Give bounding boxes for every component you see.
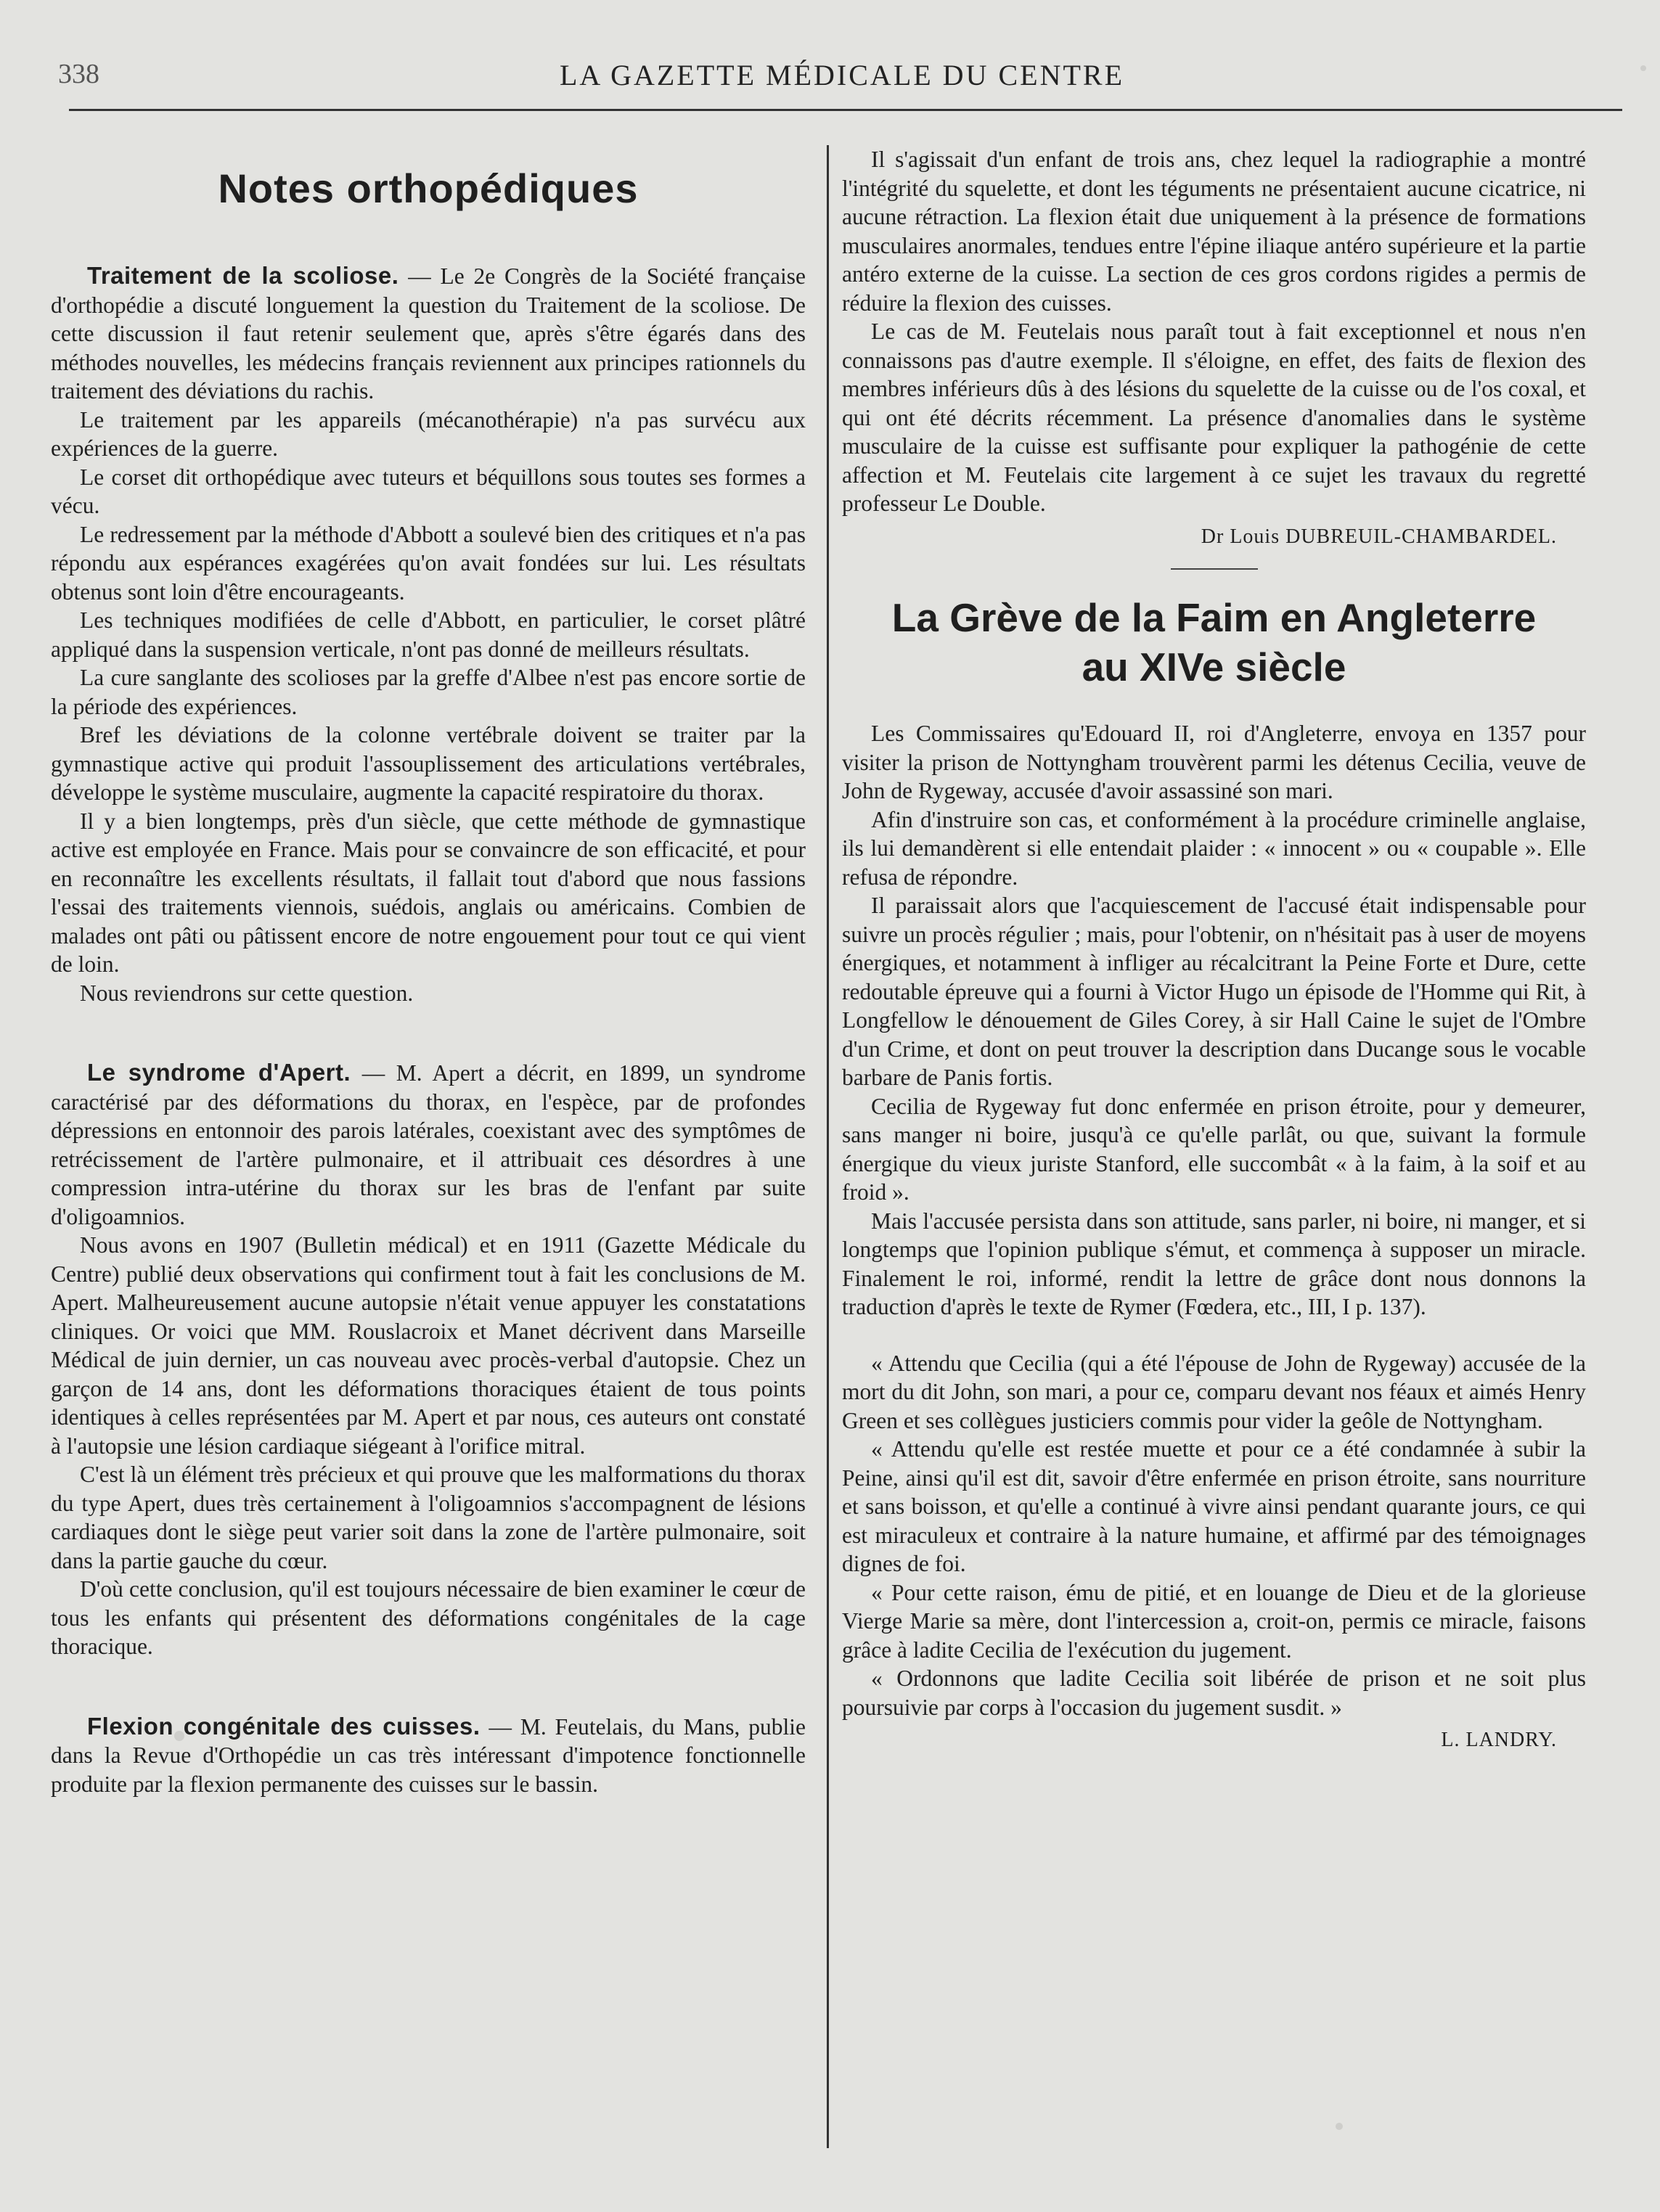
page-number: 338 bbox=[58, 59, 99, 89]
flexion-continued-paragraph-1: Il s'agissait d'un enfant de trois ans, chez lequel la radiographie a montré l'intégrité du squelette, et dont les téguments ne présentaient aucune cicatrice, ni aucune rétraction. La flexion était due uniquement à la présence de formations musculaires anormales, tendues entre l'épine iliaque antéro supérieure et la partie antéro externe de la cuisse. La section de ces gros cordons rigides a permis de réduire la flexion des cuisses. bbox=[842, 147, 1586, 316]
scoliose-paragraph-2: Le traitement par les appareils (mécanothérapie) n'a pas survécu aux expériences de la guerre. bbox=[51, 406, 806, 461]
section-separator bbox=[1171, 568, 1258, 570]
scoliose-paragraph-4: Le redressement par la méthode d'Abbott a soulevé bien des critiques et n'a pas répondu aux espérances exagérées qu'on avait fondées sur lui. Les résultats obtenus sont loin d'être encourageants. bbox=[51, 521, 806, 605]
apert-paragraph-2: Nous avons en 1907 (Bulletin médical) et en 1911 (Gazette Médicale du Centre) publié deux observations qui confirment tout à fait les conclusions de M. Apert. Malheureusement aucune autopsie n'était venue appuyer les constatations cliniques. Or voici que MM. Rouslacroix et Manet décrivent dans Marseille Médical de juin dernier, un cas nouveau avec procès-verbal d'autopsie. Chez un garçon de 14 ans, dont les déformations thoraciques étaient de tous points identiques à celles représentées par M. Apert et par nous, ces auteurs ont constaté à l'autopsie une lésion cardiaque siégeant à l'orifice mitral. bbox=[51, 1232, 806, 1459]
signature-dubreuil: Dr Louis DUBREUIL-CHAMBARDEL. bbox=[1201, 525, 1557, 548]
header-rule bbox=[69, 109, 1622, 111]
section-title-greve bbox=[842, 593, 1586, 692]
greve-paragraph-4: Cecilia de Rygeway fut donc enfermée en prison étroite, pour y demeurer, sans manger ni boire, jusqu'à ce qu'elle parlât, ou que, suivant la formule énergique du vieux juriste Stanford, elle succombât « à la faim, à la soif et au froid ». bbox=[842, 1093, 1586, 1205]
journal-title: LA GAZETTE MÉDICALE DU CENTRE bbox=[559, 59, 1124, 91]
scoliose-paragraph-3: Le corset dit orthopédique avec tuteurs et béquillons sous toutes ses formes a vécu. bbox=[51, 464, 806, 518]
greve-paragraph-5: Mais l'accusée persista dans son attitude, sans parler, ni boire, ni manger, et si longtemps que l'opinion publique s'émut, et commença à supposer un miracle. Finalement le roi, informé, rendit la lettre de grâce dont nous donnons la traduction d'après le texte de Rymer (Fœdera, etc., III, I p. 137). bbox=[842, 1208, 1586, 1319]
apert-heading: Le syndrome d'Apert. bbox=[87, 1059, 351, 1086]
greve-paragraph-2: Afin d'instruire son cas, et conformément à la procédure criminelle anglaise, ils lui demandèrent si elle entendait plaider : « innocent » ou « coupable ». Elle refusa de répondre. bbox=[842, 806, 1586, 890]
right-column bbox=[842, 145, 1586, 1755]
scoliose-paragraph-5: Les techniques modifiées de celle d'Abbott, en particulier, le corset plâtré appliqué dans la suspension verticale, n'ont pas donné de meilleurs résultats. bbox=[51, 607, 806, 662]
page-header bbox=[58, 58, 1626, 102]
spacer bbox=[842, 1322, 1586, 1349]
apert-paragraph-1: Le syndrome d'Apert. — M. Apert a décrit, en 1899, un syndrome caractérisé par des déformations du thorax, en l'espèce, par de profondes dépressions en entonnoir des parois latérales, coexistant avec des symptômes de retrécissement de l'artère pulmonaire, et il attribuait ces désordres à une compression intra-utérine du thorax sur les bras de l'enfant par suite d'oligoamnios. bbox=[51, 1059, 806, 1229]
column-divider bbox=[827, 145, 829, 2148]
greve-paragraph-1: Les Commissaires qu'Edouard II, roi d'Angleterre, envoya en 1357 pour visiter la prison de Nottyngham trouvèrent parmi les détenus Cecilia, veuve de John de Rygeway, accusée d'avoir assassiné son mari. bbox=[842, 721, 1586, 803]
spacer bbox=[51, 1661, 806, 1712]
scoliose-paragraph-1: Traitement de la scoliose. — Le 2e Congrès de la Société française d'orthopédie a discuté longuement la question du Traitement de la scoliose. De cette discussion il faut retenir seulement que, après s'être égarés dans des méthodes nouvelles, les médecins français reviennent aux principes rationnels du traitement des déviations du rachis. bbox=[51, 262, 806, 404]
flexion-heading: Flexion congénitale des cuisses. bbox=[87, 1712, 481, 1740]
greve-paragraph-3: Il paraissait alors que l'acquiescement de l'accusé était indispensable pour suivre un procès régulier ; mais, pour l'obtenir, on n'hésitait pas à user de moyens énergiques, et notamment à infliger au récalcitrant la Peine Forte et Dure, cette redoutable épreuve qui a fourni à Victor Hugo un épisode de l'Homme qui Rit, à Longfellow le dénouement de Giles Corey, à sir Hall Caine le sujet de l'Ombre d'un Crime, et dont on peut trouver la description dans Ducange sous le vocable barbare de Panis fortis. bbox=[842, 893, 1586, 1090]
signature-landry: L. LANDRY. bbox=[1441, 1729, 1557, 1751]
apert-paragraph-3: C'est là un élément très précieux et qui prouve que les malformations du thorax du type Apert, dues très certainement à l'oligoamnios s'accompagnent de lésions cardiaques dont le siège peut varier soit dans la zone de l'artère pulmonaire, soit dans la partie gauche du cœur. bbox=[51, 1462, 806, 1573]
title-line-1: La Grève de la Faim en Angleterre bbox=[891, 595, 1537, 640]
paper-stain bbox=[1336, 2123, 1343, 2130]
letter-quote-4: « Ordonnons que ladite Cecilia soit libérée de prison et ne soit plus poursuivie par corps à l'occasion du jugement susdit. » bbox=[842, 1666, 1586, 1720]
spacer bbox=[51, 1007, 806, 1058]
scoliose-paragraph-9: Nous reviendrons sur cette question. bbox=[80, 980, 414, 1006]
section-title-notes: Notes orthopédiques bbox=[218, 165, 639, 211]
scoliose-paragraph-7: Bref les déviations de la colonne vertébrale doivent se traiter par la gymnastique active qui produit l'assouplissement des articulations vertébrales, développe le système musculaire, augmente la capacité respiratoire du thorax. bbox=[51, 722, 806, 805]
letter-quote-3: « Pour cette raison, ému de pitié, et en louange de Dieu et de la glorieuse Vierge Marie sa mère, dont l'intercession a, croit-on, permis ce miracle, faisons grâce à ladite Cecilia de l'exécution du jugement. bbox=[842, 1579, 1586, 1663]
scoliose-heading: Traitement de la scoliose. bbox=[87, 262, 399, 289]
flexion-continued-paragraph-2: Le cas de M. Feutelais nous paraît tout à fait exceptionnel et nous n'en connaissons pas d'autre exemple. Il s'éloigne, en effet, des faits de flexion des membres inférieurs dûs à des lésions du squelette de la cuisse ou de l'os coxal, et qui ont été décrits récemment. La présence d'anomalies dans le système musculaire de la cuisse est suffisante pour expliquer la pathogénie de cette affection et M. Feutelais cite largement à ce sujet les travaux du regretté professeur Le Double. bbox=[842, 319, 1586, 516]
scoliose-paragraph-8: Il y a bien longtemps, près d'un siècle, que cette méthode de gymnastique active est employée en France. Mais pour se convaincre de son efficacité, et pour en reconnaître les excellents résultats, il fallait tout d'abord que nous fassions l'essai des traitements viennois, suédois, anglais ou américains. Combien de malades ont pâti ou pâtissent encore de notre engouement pour tout ce qui vient de loin. bbox=[51, 808, 806, 977]
left-column bbox=[51, 145, 806, 1798]
title-line-2: au XIVe siècle bbox=[1082, 644, 1346, 689]
paper-stain bbox=[174, 1731, 184, 1741]
spacer bbox=[842, 692, 1586, 719]
scoliose-paragraph-6: La cure sanglante des scolioses par la greffe d'Albee n'est pas encore sortie de la période des expériences. bbox=[51, 665, 806, 719]
letter-quote-1: « Attendu que Cecilia (qui a été l'épouse de John de Rygeway) accusée de la mort du dit John, son mari, a pour ce, comparu devant nos féaux et aimés Henry Green et ses collègues justiciers commis pour vider la geôle de Nottyngham. bbox=[842, 1350, 1586, 1433]
letter-quote-2: « Attendu qu'elle est restée muette et pour ce a été condamnée à subir la Peine, ainsi qu'il est dit, savoir d'être enfermée en prison étroite, sans nourriture et sans boisson, et qu'elle a continué à vivre ainsi pendant quarante jours, ce qui est miraculeux et contraire à la nature humaine, et affirmé par des témoignages dignes de foi. bbox=[842, 1436, 1586, 1576]
apert-paragraph-4: D'où cette conclusion, qu'il est toujours nécessaire de bien examiner le cœur de tous les enfants qui présentent des déformations congénitales de la cage thoracique. bbox=[51, 1576, 806, 1659]
paper-stain bbox=[1640, 65, 1646, 71]
flexion-paragraph-1: Flexion congénitale des cuisses. — M. Feutelais, du Mans, publie dans la Revue d'Orthopédie un cas très intéressant d'impotence fonctionnelle produite par la flexion permanente des cuisses sur le bassin. bbox=[51, 1712, 806, 1797]
